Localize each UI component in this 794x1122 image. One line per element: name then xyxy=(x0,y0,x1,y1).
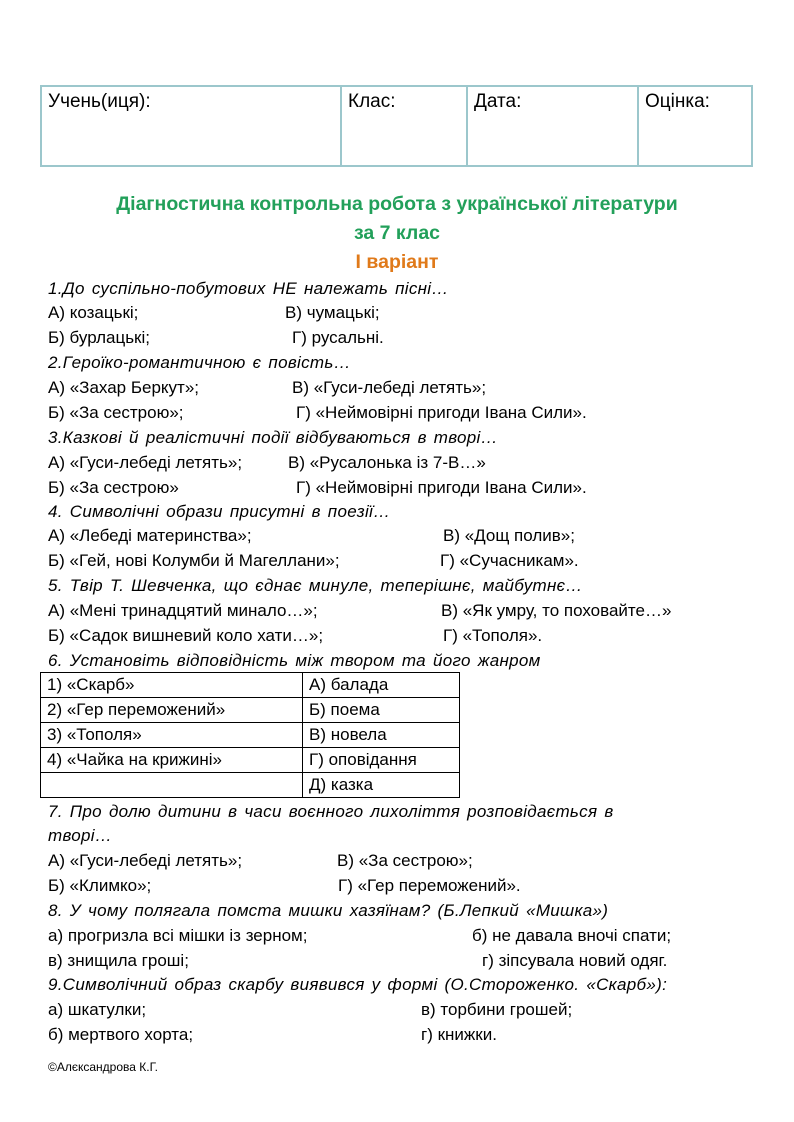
q1-option-v: В) чумацькі; xyxy=(285,303,380,322)
q5-option-g: Г) «Тополя». xyxy=(443,626,543,645)
q3-option-b: Б) «За сестрою» xyxy=(48,478,179,497)
q2-option-g: Г) «Неймовірні пригоди Івана Сили». xyxy=(296,403,587,422)
q2-option-a: А) «Захар Беркут»; xyxy=(48,378,199,397)
question-4: 4. Символічні образи присутні в поезії… xyxy=(48,502,391,521)
genre-cell: В) новела xyxy=(303,723,460,748)
table-row xyxy=(41,723,460,748)
q1-option-a: А) козацькі; xyxy=(48,303,139,322)
q7-option-v: В) «За сестрою»; xyxy=(337,851,473,870)
grade-cell[interactable] xyxy=(638,86,752,166)
work-cell: 3) «Тополя» xyxy=(41,723,303,748)
q4-option-v: В) «Дощ полив»; xyxy=(443,526,575,545)
genre-cell: Д) казка xyxy=(303,773,460,798)
date-label: Дата: xyxy=(474,91,522,112)
q8-option-g: г) зіпсувала новий одяг. xyxy=(482,951,668,970)
q7-option-b: Б) «Климко»; xyxy=(48,876,152,895)
question-6: 6. Установіть відповідність між твором та його жанром xyxy=(48,651,541,670)
q9-option-v: в) торбини грошей; xyxy=(421,1000,573,1019)
q9-option-a: а) шкатулки; xyxy=(48,1000,147,1019)
work-cell xyxy=(41,773,303,798)
q9-option-g: г) книжки. xyxy=(421,1025,497,1044)
work-cell: 1) «Скарб» xyxy=(41,673,303,698)
page-subtitle: за 7 клас xyxy=(353,222,441,244)
question-7-continued: творі… xyxy=(48,826,113,845)
genre-cell: Б) поема xyxy=(303,698,460,723)
question-8: 8. У чому полягала помста мишки хазяїнам? (Б.Лепкий «Мишка») xyxy=(48,901,609,920)
genre-cell: А) балада xyxy=(303,673,460,698)
q9-option-b: б) мертвого хорта; xyxy=(48,1025,194,1044)
question-2: 2.Героїко-романтичною є повість… xyxy=(48,353,351,372)
q8-option-v: в) знищила гроші; xyxy=(48,951,189,970)
table-row xyxy=(41,773,460,798)
student-info-table xyxy=(40,85,753,167)
grade-label: Оцінка: xyxy=(645,91,710,112)
q7-option-g: Г) «Гер переможений». xyxy=(338,876,521,895)
student-label: Учень(иця): xyxy=(48,91,151,112)
table-row xyxy=(41,698,460,723)
page-title: Діагностична контрольна робота з української літератури xyxy=(116,193,678,215)
q8-option-b: б) не давала вночі спати; xyxy=(472,926,672,945)
date-cell[interactable] xyxy=(467,86,638,166)
q5-option-v: В) «Як умру, то поховайте…» xyxy=(441,601,672,620)
question-5: 5. Твір Т. Шевченка, що єднає минуле, теперішнє, майбутнє… xyxy=(48,576,583,595)
work-cell: 4) «Чайка на крижині» xyxy=(41,748,303,773)
q5-option-a: А) «Мені тринадцятий минало…»; xyxy=(48,601,318,620)
work-cell: 2) «Гер переможений» xyxy=(41,698,303,723)
q2-option-v: В) «Гуси-лебеді летять»; xyxy=(292,378,487,397)
q4-option-b: Б) «Гей, нові Колумби й Магеллани»; xyxy=(48,551,340,570)
q5-option-b: Б) «Садок вишневий коло хати…»; xyxy=(48,626,324,645)
matching-table xyxy=(40,672,460,798)
question-1: 1.До суспільно-побутових НЕ належать пісні… xyxy=(48,279,449,298)
table-row xyxy=(41,673,460,698)
variant-label: І варіант xyxy=(355,251,439,273)
question-9: 9.Символічний образ скарбу виявився у формі (О.Стороженко. «Скарб»): xyxy=(48,975,668,994)
question-7: 7. Про долю дитини в часи воєнного лихоліття розповідається в xyxy=(48,802,614,821)
copyright: ©Алєксандрова К.Г. xyxy=(48,1060,158,1074)
question-3: 3.Казкові й реалістичні події відбуваються в творі… xyxy=(48,428,498,447)
class-cell[interactable] xyxy=(341,86,467,166)
genre-cell: Г) оповідання xyxy=(303,748,460,773)
student-cell[interactable] xyxy=(41,86,341,166)
q3-option-g: Г) «Неймовірні пригоди Івана Сили». xyxy=(296,478,587,497)
q7-option-a: А) «Гуси-лебеді летять»; xyxy=(48,851,243,870)
q2-option-b: Б) «За сестрою»; xyxy=(48,403,184,422)
q3-option-v: В) «Русалонька із 7-В…» xyxy=(288,453,486,472)
class-label: Клас: xyxy=(348,91,396,112)
q3-option-a: А) «Гуси-лебеді летять»; xyxy=(48,453,243,472)
q8-option-a: а) прогризла всі мішки із зерном; xyxy=(48,926,308,945)
table-row xyxy=(41,748,460,773)
q4-option-a: А) «Лебеді материнства»; xyxy=(48,526,252,545)
q1-option-b: Б) бурлацькі; xyxy=(48,328,150,347)
q1-option-g: Г) русальні. xyxy=(292,328,384,347)
q4-option-g: Г) «Сучасникам». xyxy=(440,551,579,570)
